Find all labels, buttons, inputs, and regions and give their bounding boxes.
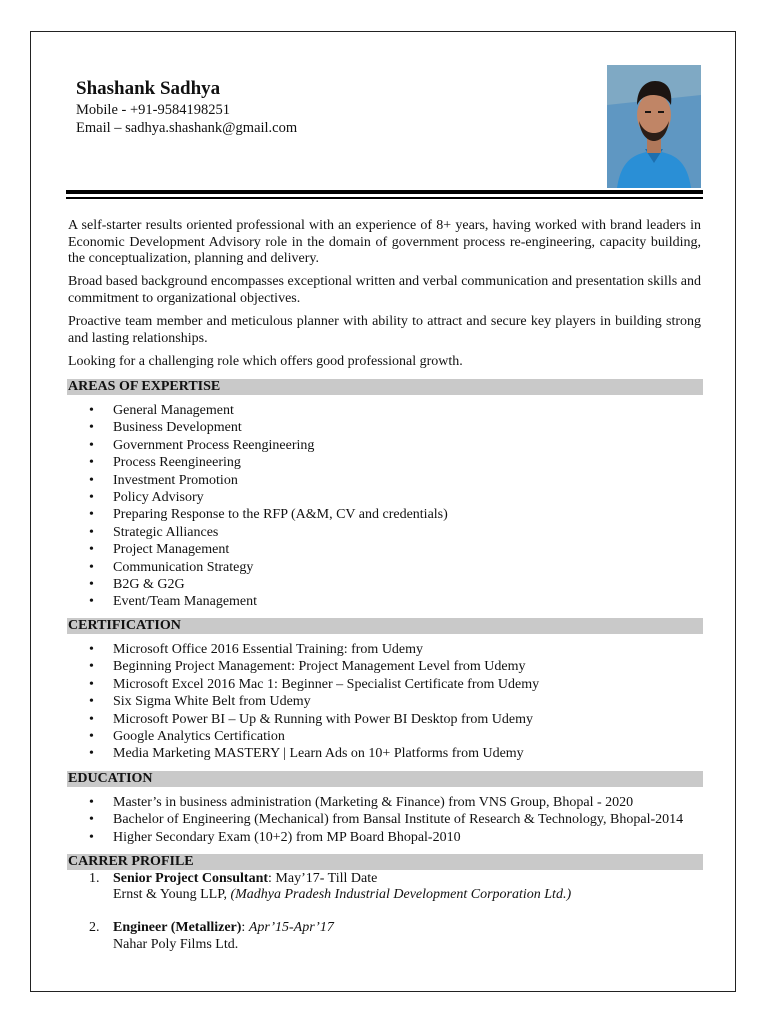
mobile-line [76,101,230,119]
email-line [76,119,297,137]
client-name: (Madhya Pradesh Industrial Development Corporation Ltd.) [230,887,572,902]
education-item: • Bachelor of Engineering (Mechanical) from Bansal Institute of Research & Technology, Bhopal-2014 [89,811,683,828]
education-item: • Higher Secondary Exam (10+2) from MP Board Bhopal-2010 [89,829,683,846]
company-name: Nahar Poly Films Ltd. [113,937,239,952]
career-item-company-line [113,937,238,953]
expertise-item: • Investment Promotion [89,472,448,489]
certification-item: • Microsoft Excel 2016 Mac 1: Beginner – Specialist Certificate from Udemy [89,676,539,693]
education-item: • Master’s in business administration (Marketing & Finance) from VNS Group, Bhopal - 2020 [89,794,683,811]
expertise-item: • Process Reengineering [89,454,448,471]
expertise-item: • Strategic Alliances [89,524,448,541]
expertise-item: • B2G & G2G [89,576,448,593]
job-title: Engineer (Metallizer) [113,920,242,935]
email-address[interactable]: sadhya.shashank@gmail.com [125,120,298,136]
company-name: Ernst & Young LLP, [113,887,227,902]
header-rule-thick [66,190,703,194]
summary-paragraph-3: Proactive team member and meticulous planner with ability to attract and secure key players in building strong and lasting relationships. [68,314,701,346]
summary-paragraph-4: Looking for a challenging role which offers good professional growth. [68,354,463,369]
expertise-item: • Event/Team Management [89,593,448,610]
profile-photo [607,65,701,188]
job-dates-separator: : [241,920,249,935]
certification-item: • Google Analytics Certification [89,728,539,745]
expertise-item: • Policy Advisory [89,489,448,506]
certification-item: • Six Sigma White Belt from Udemy [89,693,539,710]
expertise-item: • General Management [89,402,448,419]
job-dates: Apr’15-Apr’17 [248,920,334,935]
career-item-number: 1. [89,871,100,886]
job-dates: : May’17- Till Date [268,871,378,886]
candidate-name: Shashank Sadhya [76,78,221,99]
mobile-number: +91-9584198251 [129,102,230,118]
profile-photo-graphic [607,65,701,188]
expertise-item: • Project Management [89,541,448,558]
mobile-label: Mobile - [76,102,130,118]
expertise-item: • Government Process Reengineering [89,437,448,454]
education-list [89,794,683,846]
certification-item: • Microsoft Office 2016 Essential Training: from Udemy [89,641,539,658]
expertise-item: • Communication Strategy [89,559,448,576]
expertise-list [89,402,448,611]
job-title: Senior Project Consultant [113,871,269,886]
section-heading-education: EDUCATION [67,771,703,787]
section-heading-expertise: AREAS OF EXPERTISE [67,379,703,395]
header-rule-thin [66,197,703,199]
email-label: Email – [76,120,126,136]
section-heading-career: CARRER PROFILE [67,854,703,870]
career-item-role-line [113,920,334,936]
section-heading-certification: CERTIFICATION [67,618,703,634]
certification-list [89,641,539,763]
resume-page [30,31,736,992]
summary-paragraph-1: A self-starter results oriented professional with an experience of 8+ years, having worked with brand leaders in Economic Development Advisory role in the domain of government process re-engineering, capacity building, the conceptualization, planning and delivery. [68,218,701,266]
certification-item: • Media Marketing MASTERY | Learn Ads on 10+ Platforms from Udemy [89,745,539,762]
certification-item: • Beginning Project Management: Project Management Level from Udemy [89,658,539,675]
certification-item: • Microsoft Power BI – Up & Running with Power BI Desktop from Udemy [89,711,539,728]
career-item-company-line [113,887,571,903]
expertise-item: • Business Development [89,419,448,436]
career-item-number: 2. [89,920,100,935]
summary-paragraph-2: Broad based background encompasses exceptional written and verbal communication and presentation skills and commitment to organizational objectives. [68,274,701,306]
career-item-role-line [113,871,377,887]
expertise-item: • Preparing Response to the RFP (A&M, CV and credentials) [89,506,448,523]
